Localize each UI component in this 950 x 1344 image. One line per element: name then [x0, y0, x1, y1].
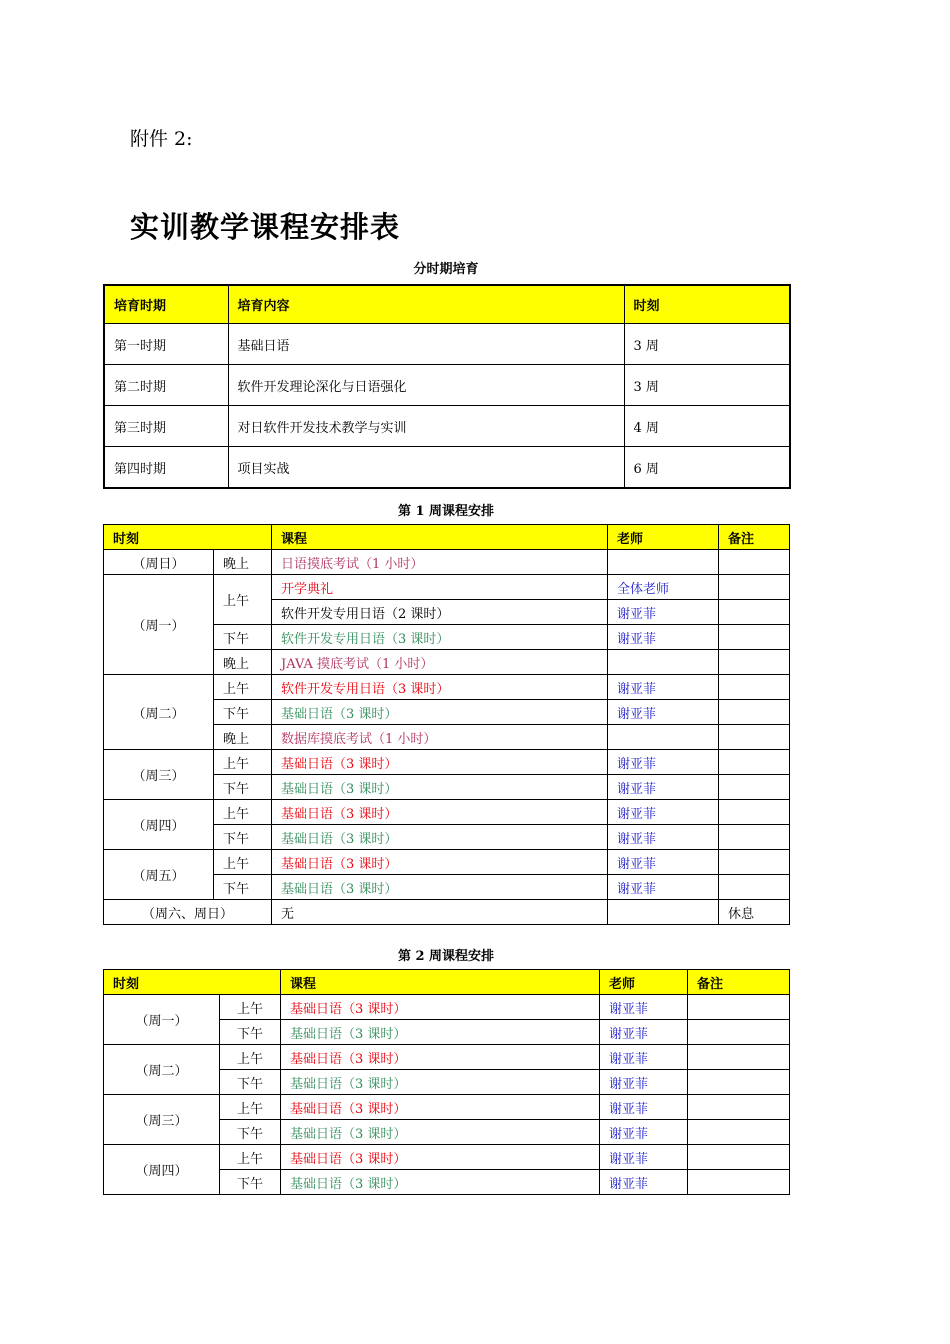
header-content: 培育内容 [228, 285, 624, 324]
slot-cell: 下午 [214, 625, 272, 650]
slot-cell: 上午 [214, 575, 272, 625]
header-note: 备注 [688, 970, 790, 995]
table-row [104, 550, 790, 575]
course-cell: 基础日语（3 课时） [272, 775, 608, 800]
day-cell: （周三） [104, 1095, 220, 1145]
note-cell [688, 1120, 790, 1145]
course-cell: 基础日语（3 课时） [281, 1045, 600, 1070]
table-row [104, 1095, 790, 1120]
period-content: 对日软件开发技术教学与实训 [228, 406, 624, 447]
day-cell: （周二） [104, 1045, 220, 1095]
course-cell: 基础日语（3 课时） [272, 700, 608, 725]
teacher-cell [608, 550, 719, 575]
header-time: 时刻 [104, 525, 272, 550]
period-duration: 3 周 [624, 324, 790, 365]
course-cell: 基础日语（3 课时） [281, 1020, 600, 1045]
teacher-cell: 全体老师 [608, 575, 719, 600]
note-cell [719, 850, 790, 875]
week1-table [103, 524, 790, 925]
course-cell: 日语摸底考试（1 小时） [272, 550, 608, 575]
teacher-cell: 谢亚菲 [608, 825, 719, 850]
note-cell [688, 1095, 790, 1120]
period-content: 基础日语 [228, 324, 624, 365]
period-duration: 3 周 [624, 365, 790, 406]
slot-cell: 上午 [220, 995, 281, 1020]
course-cell: 开学典礼 [272, 575, 608, 600]
slot-cell: 下午 [220, 1170, 281, 1195]
day-cell: （周四） [104, 1145, 220, 1195]
table-row [104, 995, 790, 1020]
day-cell: （周五） [104, 850, 214, 900]
slot-cell: 下午 [220, 1120, 281, 1145]
note-cell [719, 725, 790, 750]
teacher-cell: 谢亚菲 [600, 1045, 688, 1070]
course-cell: 基础日语（3 课时） [281, 995, 600, 1020]
period-duration: 4 周 [624, 406, 790, 447]
note-cell [688, 1070, 790, 1095]
table-row [104, 675, 790, 700]
header-note: 备注 [719, 525, 790, 550]
attachment-label: 附件 2: [130, 128, 193, 150]
note-cell [719, 700, 790, 725]
course-cell: 基础日语（3 课时） [272, 850, 608, 875]
note-cell [719, 800, 790, 825]
course-cell: 基础日语（3 课时） [281, 1095, 600, 1120]
slot-cell: 晚上 [214, 725, 272, 750]
teacher-cell: 谢亚菲 [608, 800, 719, 825]
course-cell: 基础日语（3 课时） [281, 1145, 600, 1170]
teacher-cell: 谢亚菲 [600, 1020, 688, 1045]
teacher-cell: 谢亚菲 [608, 600, 719, 625]
slot-cell: 上午 [214, 750, 272, 775]
table-row [104, 750, 790, 775]
header-time: 时刻 [104, 970, 281, 995]
course-cell: JAVA 摸底考试（1 小时） [272, 650, 608, 675]
note-cell [688, 1045, 790, 1070]
slot-cell: 上午 [214, 800, 272, 825]
table-row [104, 447, 790, 489]
slot-cell: 下午 [214, 875, 272, 900]
course-cell: 基础日语（3 课时） [272, 875, 608, 900]
table-row [104, 1145, 790, 1170]
day-cell: （周一） [104, 995, 220, 1045]
course-cell: 基础日语（3 课时） [272, 800, 608, 825]
teacher-cell: 谢亚菲 [600, 1145, 688, 1170]
teacher-cell: 谢亚菲 [600, 1095, 688, 1120]
note-cell [688, 1145, 790, 1170]
course-cell: 数据库摸底考试（1 小时） [272, 725, 608, 750]
note-cell [719, 550, 790, 575]
note-cell [719, 625, 790, 650]
period-name: 第一时期 [104, 324, 228, 365]
header-course: 课程 [281, 970, 600, 995]
slot-cell: 晚上 [214, 650, 272, 675]
table-row [104, 365, 790, 406]
header-course: 课程 [272, 525, 608, 550]
day-cell: （周二） [104, 675, 214, 750]
page-title: 实训教学课程安排表 [130, 210, 401, 244]
period-name: 第二时期 [104, 365, 228, 406]
note-cell [719, 825, 790, 850]
note-cell [719, 650, 790, 675]
table-row [104, 1045, 790, 1070]
day-cell: （周三） [104, 750, 214, 800]
note-cell [719, 675, 790, 700]
course-cell: 软件开发专用日语（3 课时） [272, 675, 608, 700]
table-row [104, 900, 790, 925]
teacher-cell [608, 725, 719, 750]
table-header-row [104, 285, 790, 324]
note-cell [688, 1170, 790, 1195]
slot-cell: 下午 [214, 775, 272, 800]
course-cell: 软件开发专用日语（3 课时） [272, 625, 608, 650]
note-cell [719, 775, 790, 800]
period-name: 第三时期 [104, 406, 228, 447]
slot-cell: 上午 [220, 1145, 281, 1170]
teacher-cell: 谢亚菲 [608, 675, 719, 700]
teacher-cell: 谢亚菲 [608, 875, 719, 900]
note-cell [688, 1020, 790, 1045]
week2-table [103, 969, 790, 1195]
slot-cell: 下午 [214, 825, 272, 850]
table-header-row [104, 525, 790, 550]
course-cell: 无 [272, 900, 608, 925]
note-cell [719, 750, 790, 775]
header-duration: 时刻 [624, 285, 790, 324]
table-row [104, 800, 790, 825]
teacher-cell [608, 900, 719, 925]
table-row [104, 406, 790, 447]
course-cell: 基础日语（3 课时） [281, 1070, 600, 1095]
teacher-cell: 谢亚菲 [608, 700, 719, 725]
day-cell: （周日） [104, 550, 214, 575]
header-period: 培育时期 [104, 285, 228, 324]
slot-cell: 下午 [220, 1020, 281, 1045]
day-cell: （周四） [104, 800, 214, 850]
period-content: 项目实战 [228, 447, 624, 489]
table-row [104, 324, 790, 365]
header-teacher: 老师 [608, 525, 719, 550]
note-cell [719, 575, 790, 600]
teacher-cell: 谢亚菲 [608, 775, 719, 800]
period-duration: 6 周 [624, 447, 790, 489]
course-cell: 基础日语（3 课时） [281, 1170, 600, 1195]
teacher-cell: 谢亚菲 [600, 1120, 688, 1145]
table-row [104, 575, 790, 600]
day-cell: （周一） [104, 575, 214, 675]
slot-cell: 晚上 [214, 550, 272, 575]
course-cell: 基础日语（3 课时） [281, 1120, 600, 1145]
day-cell: （周六、周日） [104, 900, 272, 925]
note-cell [719, 875, 790, 900]
note-cell [719, 600, 790, 625]
course-cell: 基础日语（3 课时） [272, 750, 608, 775]
slot-cell: 下午 [220, 1070, 281, 1095]
table-header-row [104, 970, 790, 995]
teacher-cell: 谢亚菲 [600, 1070, 688, 1095]
header-teacher: 老师 [600, 970, 688, 995]
slot-cell: 上午 [214, 675, 272, 700]
teacher-cell: 谢亚菲 [608, 625, 719, 650]
table-row [104, 850, 790, 875]
teacher-cell: 谢亚菲 [600, 1170, 688, 1195]
slot-cell: 下午 [214, 700, 272, 725]
note-cell [688, 995, 790, 1020]
week2-caption: 第 2 周课程安排 [397, 949, 495, 964]
period-name: 第四时期 [104, 447, 228, 489]
teacher-cell [608, 650, 719, 675]
course-cell: 基础日语（3 课时） [272, 825, 608, 850]
slot-cell: 上午 [220, 1045, 281, 1070]
week1-caption: 第 1 周课程安排 [397, 504, 495, 519]
periods-table [103, 284, 791, 489]
course-cell: 软件开发专用日语（2 课时） [272, 600, 608, 625]
teacher-cell: 谢亚菲 [608, 850, 719, 875]
periods-caption: 分时期培育 [413, 262, 479, 277]
note-cell: 休息 [719, 900, 790, 925]
period-content: 软件开发理论深化与日语强化 [228, 365, 624, 406]
slot-cell: 上午 [214, 850, 272, 875]
teacher-cell: 谢亚菲 [600, 995, 688, 1020]
slot-cell: 上午 [220, 1095, 281, 1120]
teacher-cell: 谢亚菲 [608, 750, 719, 775]
